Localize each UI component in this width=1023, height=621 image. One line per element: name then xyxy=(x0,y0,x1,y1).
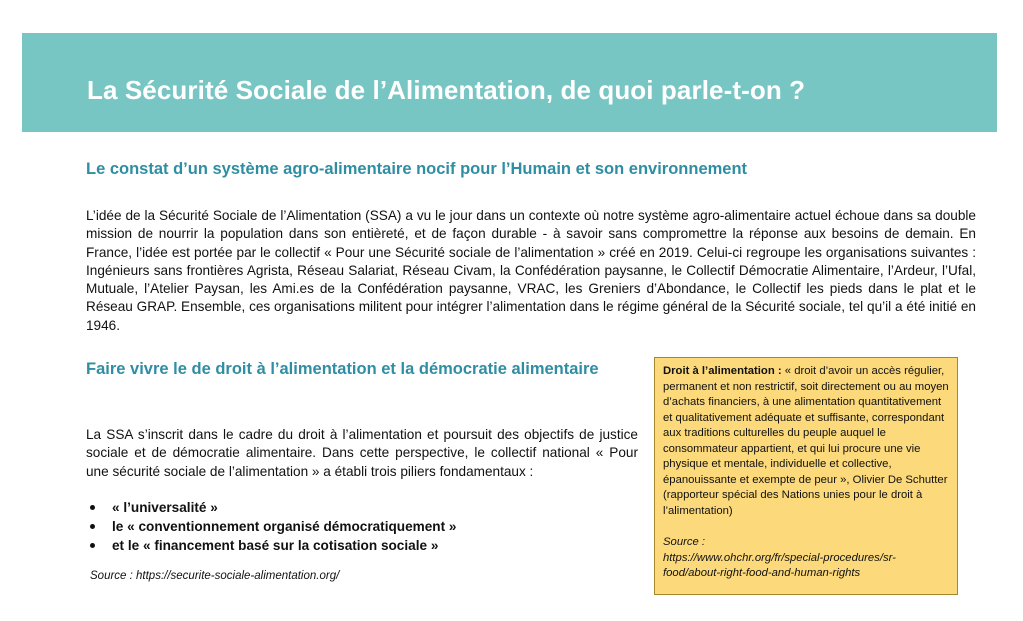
pillars-list xyxy=(86,498,456,555)
ssa-paragraph: La SSA s’inscrit dans le cadre du droit à l’alimentation et poursuit des objectifs de justice sociale et de démocratie alimentaire. Dans cette perspective, le collectif national « Pour une sécurité sociale de l’alimentation » a établi trois piliers fondamentaux : xyxy=(86,427,638,479)
definition-source-url[interactable]: https://www.ohchr.org/fr/special-procedures/sr-food/about-right-food-and-human-rights xyxy=(663,551,896,579)
list-item: le « conventionnement organisé démocratiquement » xyxy=(86,517,456,536)
section-heading-droit: Faire vivre le de droit à l’alimentation et la démocratie alimentaire xyxy=(86,360,599,378)
definition-source-label: Source : xyxy=(663,536,706,548)
page-title: La Sécurité Sociale de l’Alimentation, de quoi parle-t-on ? xyxy=(87,75,806,105)
intro-paragraph: L’idée de la Sécurité Sociale de l’Alimentation (SSA) a vu le jour dans un contexte où notre système agro-alimentaire actuel échoue dans sa double mission de nourrir la population dans son entièreté, et de façon durable - à savoir sans compromettre la réponse aux besoins de demain. En France, l’idée est portée par le collectif « Pour une Sécurité sociale de l’alimentation » créé en 2019. Celui-ci regroupe les organisations suivantes : Ingénieurs sans frontières Agrista, Réseau Salariat, Réseau Civam, la Confédération paysanne, le Collectif Démocratie Alimentaire, l’Ardeur, l’Ufal, Mutuale, l’Atelier Paysan, les Ami.es de la Confédération paysanne, VRAC, les Greniers d’Abondance, le Collectif les pieds dans le plat et le Réseau GRAP. Ensemble, ces organisations militent pour intégrer l’alimentation dans le régime général de la Sécurité sociale, tel qu’il a été initié en 1946. xyxy=(86,208,976,333)
bullet-icon xyxy=(90,524,95,529)
definition-term: Droit à l’alimentation : xyxy=(663,365,782,377)
source-note: Source : https://securite-sociale-alimentation.org/ xyxy=(90,570,340,582)
section-heading-constat: Le constat d’un système agro-alimentaire nocif pour l’Humain et son environnement xyxy=(86,160,748,178)
list-item: « l’universalité » xyxy=(86,498,456,517)
definition-body: « droit d’avoir un accès régulier, permanent et non restrictif, soit directement ou au moyen d’achats financiers, à une alimentation quantitativement et qualitativement adéquate et suffisante, correspondant aux traditions culturelles du peuple auquel le consommateur appartient, et qui lui procure une vie physique et mentale, individuelle et collective, épanouissante et exempte de peur », Olivier De Schutter (rapporteur spécial des Nations unies pour le droit à l’alimentation) xyxy=(663,365,949,517)
definition-text xyxy=(663,364,949,519)
bullet-icon xyxy=(90,505,95,510)
list-item: et le « financement basé sur la cotisation sociale » xyxy=(86,536,456,555)
bullet-icon xyxy=(90,543,95,548)
definition-box xyxy=(654,357,958,595)
title-banner xyxy=(22,33,997,132)
